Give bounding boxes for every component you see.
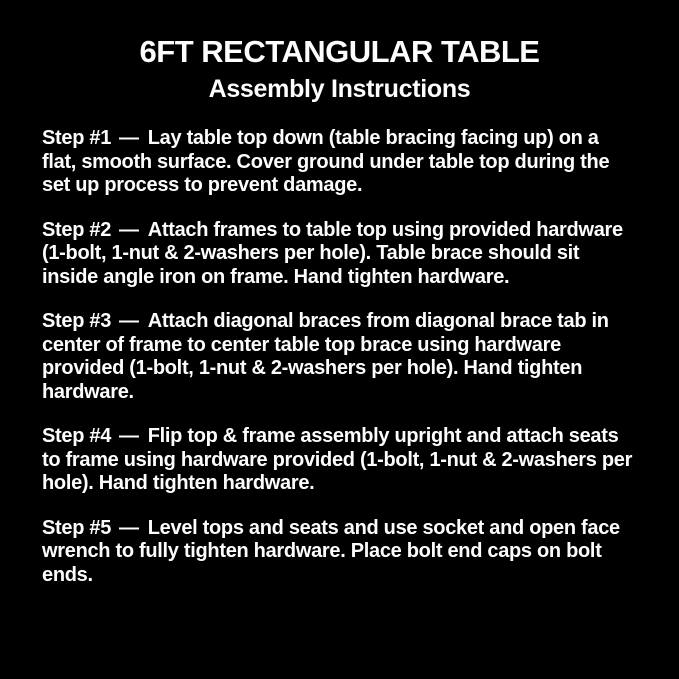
step-5-label: Step #5 — [42, 516, 112, 539]
step-4-paragraph — [42, 425, 637, 496]
step-3-label: Step #3 — [42, 310, 112, 333]
steps-list — [42, 127, 637, 587]
step-3-separator: — — [119, 310, 139, 333]
step-4-separator: — — [119, 425, 139, 448]
step-2-separator: — — [119, 218, 139, 241]
step-2-text: Attach frames to table top using provided hardware (1-bolt, 1-nut & 2-washers per hole). Table brace should sit inside angle iron on frame. Hand tighten hardware. — [42, 218, 623, 288]
step-4-label: Step #4 — [42, 425, 112, 448]
header — [42, 34, 637, 103]
step-1-text: Lay table top down (table bracing facing up) on a flat, smooth surface. Cover ground under table top during the set up process to prevent damage. — [42, 127, 610, 197]
step-5-text: Level tops and seats and use socket and open face wrench to fully tighten hardware. Place bolt end caps on bolt ends. — [42, 516, 620, 586]
step-2-paragraph — [42, 219, 637, 290]
step-4-text: Flip top & frame assembly upright and attach seats to frame using hardware provided (1-bolt, 1-nut & 2-washers per hole). Hand tighten hardware. — [42, 425, 633, 495]
step-3-text: Attach diagonal braces from diagonal brace tab in center of frame to center table top brace using hardware provided (1-bolt, 1-nut & 2-washers per hole). Hand tighten hardware. — [42, 310, 609, 403]
page-title: 6FT RECTANGULAR TABLE — [139, 34, 540, 69]
page-subtitle: Assembly Instructions — [208, 74, 471, 103]
step-5-separator: — — [119, 516, 139, 539]
step-1-paragraph — [42, 127, 637, 198]
step-1-label: Step #1 — [42, 127, 112, 150]
step-1-separator: — — [119, 127, 139, 150]
step-3-paragraph — [42, 310, 637, 404]
step-5-paragraph — [42, 517, 637, 588]
step-2-label: Step #2 — [42, 218, 112, 241]
